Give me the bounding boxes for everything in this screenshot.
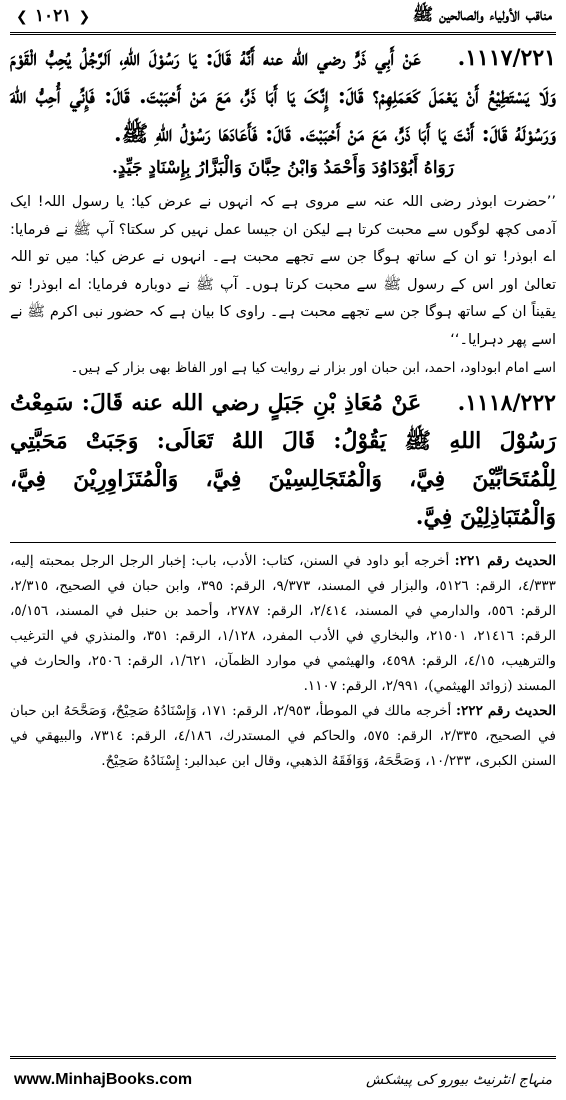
ornament-right-icon: ❯ — [16, 9, 28, 25]
hadith-1118-body: عَنْ مُعَاذِ بْنِ جَبَلٍ رضي الله عنه قَالَ: سَمِعْتُ رَسُوْلَ اللهِ ﷺ يَقُوْلُ: قَالَ اللهُ تَعَالَى: وَجَبَتْ مَحَبَّتِي لِلْمُتَحَابِّيْنَ فِيَّ، وَالْمُتَجَالِسِيْنَ فِيَّ، وَالْمُتَزَاوِرِيْنَ فِيَّ، وَالْمُتَبَاذِلِيْنَ فِيَّ. — [10, 390, 556, 530]
footnote-222-text: أخرجه مالك في الموطأ، ٢/٩٥٣، الرقم: ١٧١، وَإِسْنَادُهُ صَحِيْحٌ، وَصَحَّحَهُ ابن حبان في الصحيح، ٢/٣٣٥، الرقم: ٥٧٥، والحاكم في المستدرك، ٤/١٨٦، الرقم: ٧٣١٤، والبيهقي في السنن الكبرى، ١٠/٢٣٣، وَصَحَّحَهُ، وَوَافَقَهُ الذهبي، وقال ابن عبدالبر: إِسْنَادُهُ صَحِيْحٌ. — [10, 703, 557, 769]
website-link[interactable]: www.MinhajBooks.com — [14, 1071, 193, 1088]
footnote-222-label: الحديث رقم ٢٢٢: — [455, 703, 556, 719]
hadith-1117-source: رَوَاهُ أَبُوْدَاوُدَ وَأَحْمَدُ وَابْنُ حِبَّانَ وَالْبَزَّارُ بِإِسْنَادٍ جَيِّدٍ. — [112, 158, 454, 178]
hadith-1117-body: عَنْ أَبِي ذَرٍّ رضي الله عنه أَنَّهُ قَالَ: يَا رَسُوْلَ اللهِ، اَلرَّجُلُ يُحِبُّ الْقَوْمَ وَلَا يَسْتَطِيْعُ أَنْ يَعْمَلَ كَعَمَلِهِمْ؟ قَالَ: إِنَّکَ يَا أَبَا ذَرٍّ، مَعَ مَنْ أَحْبَبْتَ. قَالَ: فَإِنِّي أُحِبُّ اللهَ وَرَسُوْلَهُ قَالَ: أَنْتَ يَا أَبَا ذَرٍّ، مَعَ مَنْ أَحْبَبْتَ. قَالَ: فَأَعَادَهَا رَسُوْلُ اللهِ ﷺ. — [10, 45, 556, 147]
footnote-221 — [10, 549, 556, 699]
footnote-divider — [10, 542, 556, 543]
footnote-221-label: الحديث رقم ٢٢١: — [454, 553, 556, 569]
hadith-1117-urdu-reference: اسے امام ابوداود، احمد، ابن حبان اور بزار نے روایت کیا ہے اور الفاظ بھی بزار کے ہیں۔ — [70, 360, 556, 376]
page-number-group — [14, 6, 92, 26]
footnote-221-text: أخرجه أبو داود في السنن، كتاب: الأدب، باب: إخبار الرجل الرجل بمحبته إليه، ٤/٣٣٣، الرقم: ٥١٢٦، والبزار في المسند، ٩/٣٧٣، الرقم: ٣٩٥، وابن حبان في الصحيح، ٢/٣١٥، الرقم: ٥٥٦، والدارمي في المسند، ٢/٤١٤، الرقم: ٢٧٨٧، وأحمد بن حنبل في المسند، ٥/١٥٦، الرقم: ٢١٤١٦، ٢١٥٠١، والبخاري في الأدب المفرد، ١/١٢٨، الرقم: ٣٥١، والمنذري في الترغيب والترهيب، ٤/١٥، الرقم: ٤٥٩٨، والهيثمي في موارد الظمآن، ١/٦٢١، الرقم: ٢٥٠٦، والحارث في المسند (زوائد الهيثمي)، ٢/٩٩١، الرقم: ١١٠٧. — [10, 553, 557, 694]
hadith-1118-text — [10, 384, 556, 536]
footnote-222 — [10, 699, 556, 774]
book-section-title: مناقب الأولياء والصالحين ﷺ — [412, 4, 552, 25]
hadith-1117-text — [10, 39, 556, 153]
ornament-left-icon: ❮ — [78, 9, 91, 25]
publisher-credit: منہاج انٹرنیٹ بیورو کی پیشکش — [365, 1072, 552, 1088]
hadith-1118-number: ١١١٨/٢٢٢. — [457, 390, 556, 416]
hadith-1117-number: ١١١٧/٢٢١. — [457, 45, 556, 71]
page-header — [10, 0, 556, 35]
page-footer — [14, 1066, 552, 1094]
page-number: ١٠٢١ — [34, 6, 72, 26]
hadith-1117-urdu-translation: ’’حضرت ابوذر رضی اللہ عنہ سے مروی ہے کہ انہوں نے عرض کیا: یا رسول اللہ! ایک آدمی کچھ لوگوں سے محبت کرتا ہے لیکن ان جیسا عمل نہیں کر سکتا؟ آپ ﷺ نے فرمایا: اے ابوذر! تو ان کے ساتھ ہوگا جن سے تجھے محبت ہے۔ انہوں نے عرض کیا: میں تو اللہ تعالیٰ اور اس کے رسول ﷺ سے محبت کرتا ہوں۔ آپ ﷺ نے دوبارہ فرمایا: اے ابوذر! تو یقیناً ان کے ساتھ ہوگا جن سے تجھے محبت ہے۔ راوی کا بیان ہے کہ حضور نبی اکرم ﷺ نے اسے پھر دہرایا۔‘‘ — [10, 194, 556, 348]
footer-divider — [10, 1056, 556, 1059]
